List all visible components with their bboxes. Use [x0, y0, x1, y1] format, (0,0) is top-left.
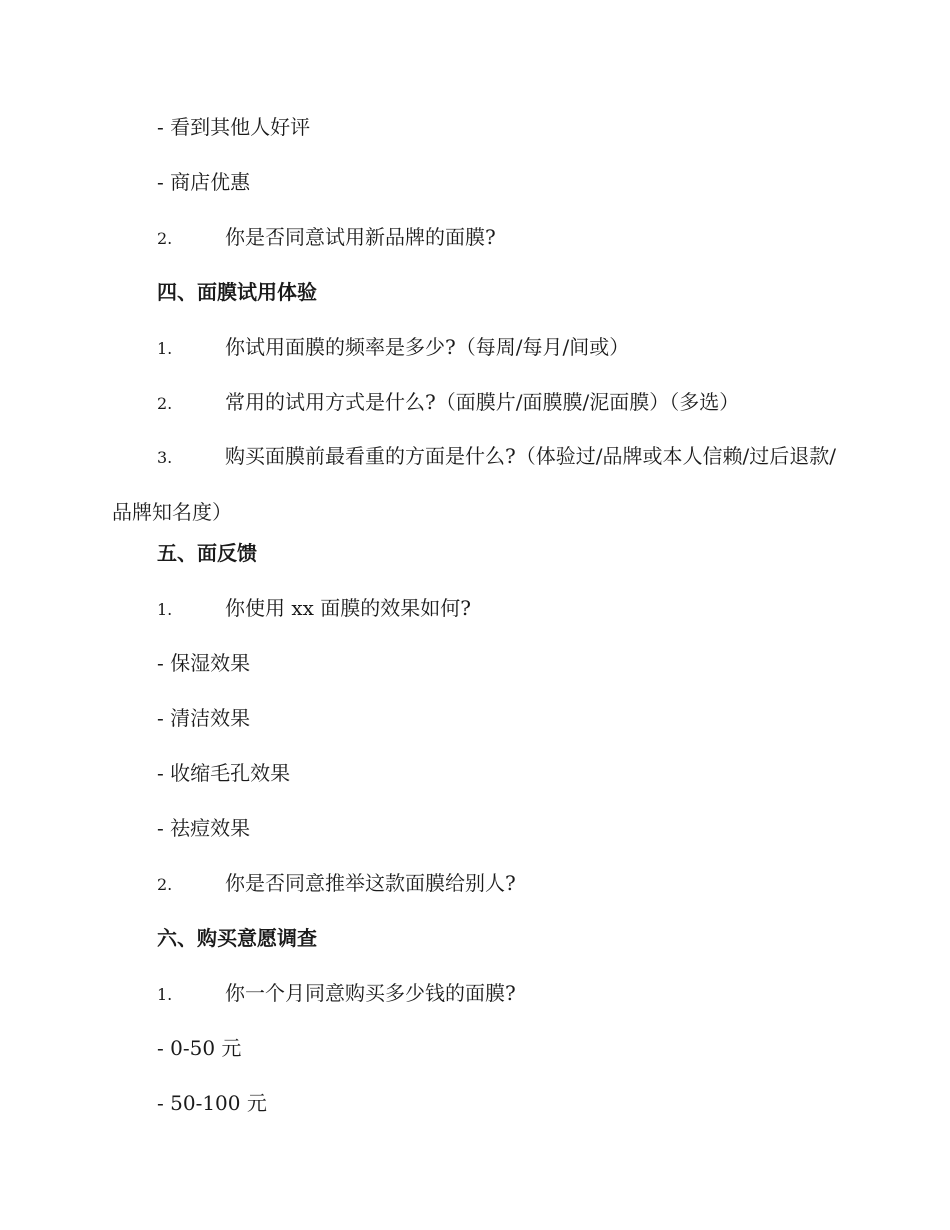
option-good-reviews: - 看到其他人好评	[157, 115, 311, 139]
question-text: 你试用面膜的频率是多少?（每周/每月/间或）	[225, 335, 630, 359]
question-text: 你使用 xx 面膜的效果如何?	[225, 596, 471, 620]
section-heading-feedback: 五、面反馈	[157, 541, 257, 565]
option-acne-removal: - 祛痘效果	[157, 816, 251, 840]
question-text: 你是否同意推举这款面膜给别人?	[225, 871, 516, 895]
question-text: 常用的试用方式是什么?（面膜片/面膜膜/泥面膜）（多选）	[225, 390, 740, 414]
option-moisturizing: - 保湿效果	[157, 651, 251, 675]
question-text: 你是否同意试用新品牌的面膜?	[225, 225, 496, 249]
question-number: 2.	[157, 875, 173, 894]
section-heading-purchase-intent: 六、购买意愿调查	[157, 926, 317, 950]
question-trial-frequency	[157, 333, 629, 363]
section-heading-trial-experience: 四、面膜试用体验	[157, 280, 317, 304]
question-trial-method	[157, 388, 739, 418]
question-number: 1.	[157, 985, 173, 1004]
question-number: 2.	[157, 394, 173, 413]
option-pore-shrinking: - 收缩毛孔效果	[157, 761, 291, 785]
question-number: 1.	[157, 600, 173, 619]
option-cleansing: - 清洁效果	[157, 706, 251, 730]
question-purchase-priority	[112, 429, 842, 540]
question-text: 购买面膜前最看重的方面是什么?（体验过/品牌或本人信赖/过后退款/品牌知名度）	[112, 444, 836, 524]
question-try-new-brand	[157, 223, 496, 253]
question-number: 3.	[157, 448, 173, 467]
question-monthly-budget	[157, 979, 516, 1009]
option-price-50-100: - 50-100 元	[157, 1091, 267, 1115]
question-number: 2.	[157, 229, 173, 248]
question-text: 你一个月同意购买多少钱的面膜?	[225, 981, 516, 1005]
question-recommend	[157, 869, 516, 899]
question-usage-effect	[157, 594, 471, 624]
option-store-discount: - 商店优惠	[157, 170, 251, 194]
option-price-0-50: - 0-50 元	[157, 1036, 242, 1060]
question-number: 1.	[157, 339, 173, 358]
